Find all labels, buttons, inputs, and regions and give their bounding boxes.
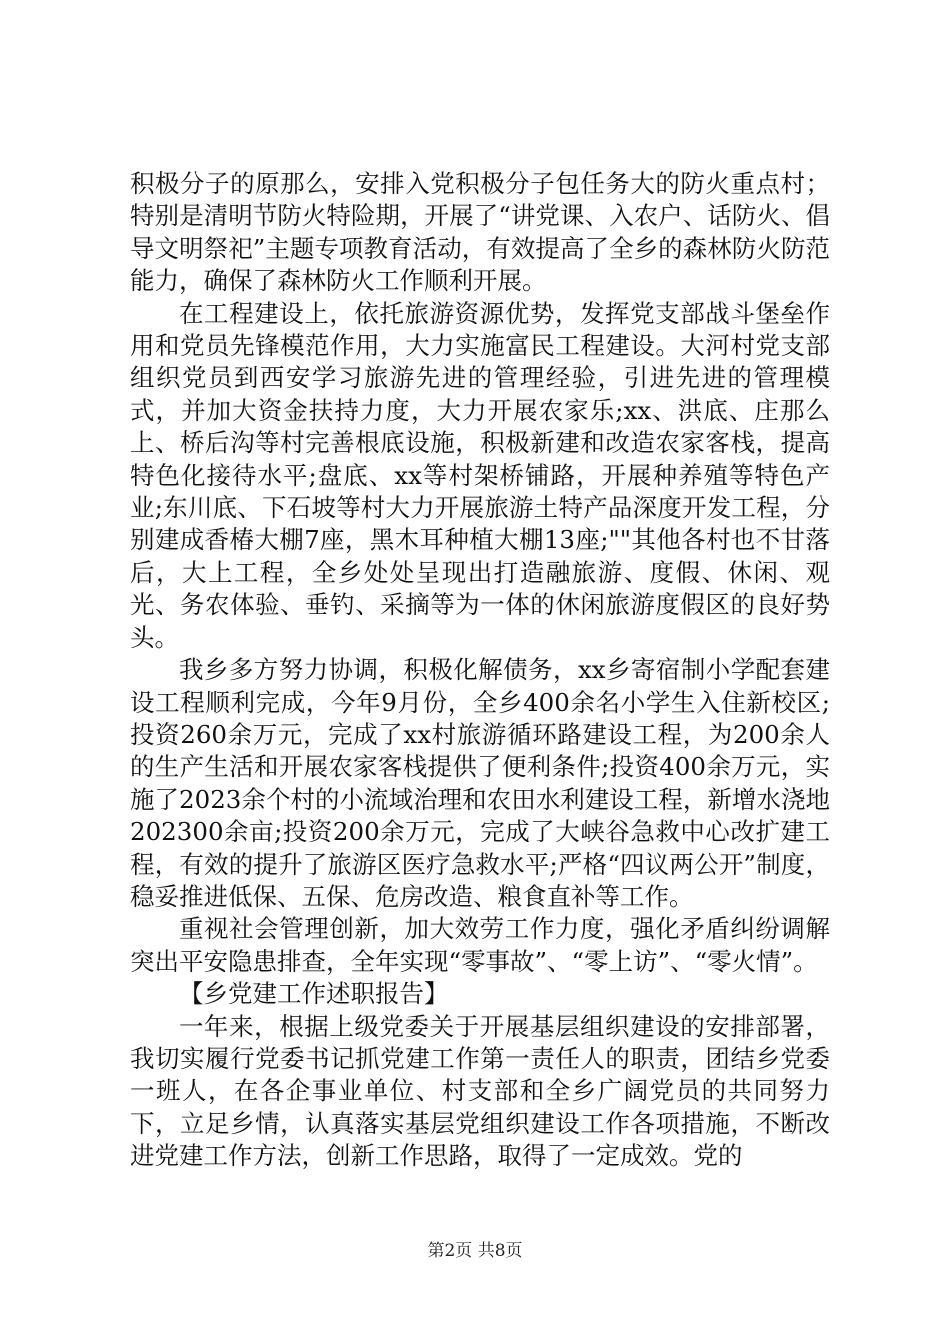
paragraph-report-intro: 一年来，根据上级党委关于开展基层组织建设的安排部署，我切实履行党委书记抓党建工作第一责任人的职责，团结乡党委一班人，在各企事业单位、村支部和全乡广阔党员的共同努力下，立足乡情，认真落实基层党组织建设工作各项措施，不断改进党建工作方法，创新工作思路，取得了一定成效。党的 bbox=[130, 1011, 830, 1171]
page-number-footer: 第2页 共8页 bbox=[427, 1241, 523, 1261]
paragraph-investment-projects: 我乡多方努力协调，积极化解债务，xx乡寄宿制小学配套建设工程顺利完成，今年9月份，全乡400余名小学生入住新校区;投资260余万元，完成了xx村旅游循环路建设工程，为200余人的生产生活和开展农家客栈提供了便利条件;投资400余万元，实施了2023余个村的小流域治理和农田水利建设工程，新增水浇地202300余亩;投资200余万元，完成了大峡谷急救中心改扩建工程，有效的提升了旅游区医疗急救水平;严格“四议两公开”制度，稳妥推进低保、五保、危房改造、粮食直补等工作。 bbox=[130, 655, 830, 911]
paragraph-fire-prevention: 积极分子的原那么，安排入党积极分子包任务大的防火重点村；特别是清明节防火特险期，开展了“讲党课、入农户、话防火、倡导文明祭祀”主题专项教育活动，有效提高了全乡的森林防火防范能力，确保了森林防火工作顺利开展。 bbox=[130, 169, 830, 296]
document-body bbox=[130, 168, 830, 1173]
paragraph-social-management: 重视社会管理创新，加大效劳工作力度，强化矛盾纠纷调解突出平安隐患排查，全年实现“零事故”、“零上访”、“零火情”。 bbox=[130, 914, 830, 976]
paragraph-engineering-construction: 在工程建设上，依托旅游资源优势，发挥党支部战斗堡垒作用和党员先锋模范作用，大力实施富民工程建设。大河村党支部组织党员到西安学习旅游先进的管理经验，引进先进的管理模式，并加大资金扶持力度，大力开展农家乐;xx、洪底、庄那么上、桥后沟等村完善根底设施，积极新建和改造农家客栈，提高特色化接待水平;盘底、xx等村架桥铺路，开展种养殖等特色产业;东川底、下石坡等村大力开展旅游土特产品深度开发工程，分别建成香椿大棚7座，黑木耳种植大棚13座;""其他各村也不甘落后，大上工程，全乡处处呈现出打造融旅游、度假、休闲、观光、务农体验、垂钓、采摘等为一体的休闲旅游度假区的良好势头。 bbox=[130, 298, 830, 652]
section-heading-report: 【乡党建工作述职报告】 bbox=[179, 979, 449, 1009]
